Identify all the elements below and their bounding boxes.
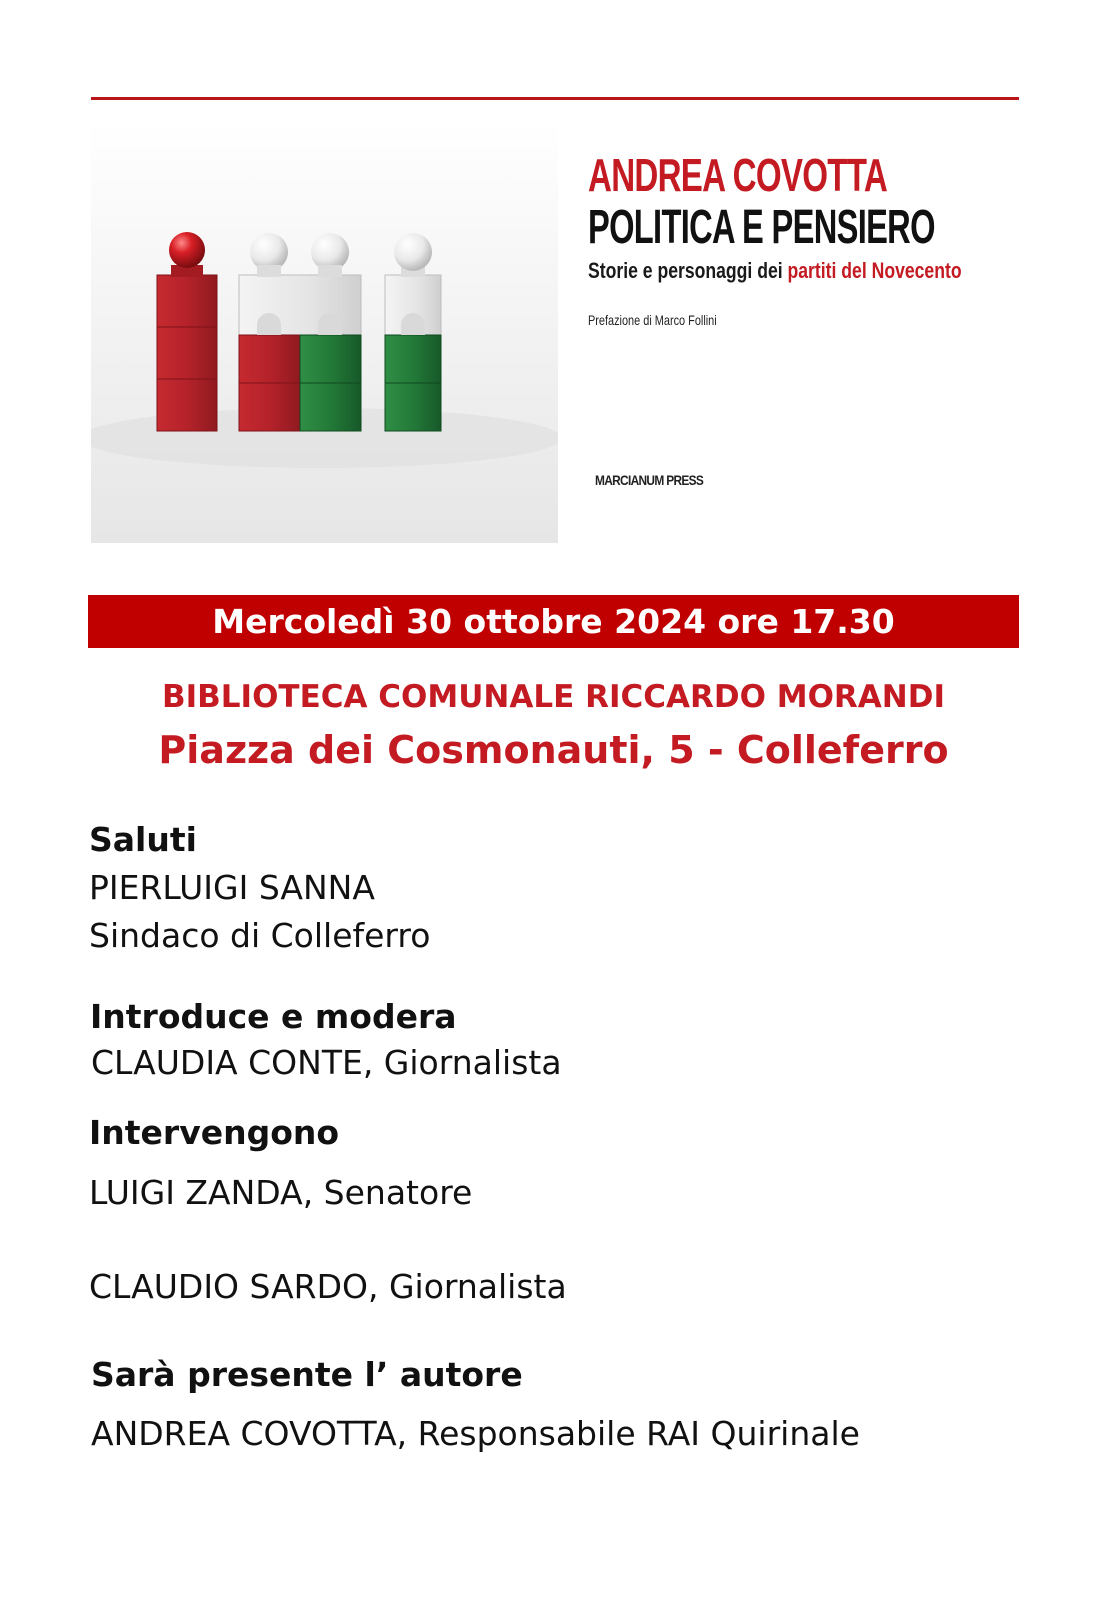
book-subtitle-highlight: partiti del Novecento xyxy=(787,258,962,283)
greetings-name: PIERLUIGI SANNA xyxy=(89,868,375,907)
speakers-heading: Intervengono xyxy=(89,1113,340,1152)
event-date: Mercoledì 30 ottobre 2024 ore 17.30 xyxy=(212,602,895,641)
top-divider-rule xyxy=(91,97,1019,100)
author-heading: Sarà presente l’ autore xyxy=(91,1355,523,1394)
moderator-line: CLAUDIA CONTE, Giornalista xyxy=(91,1043,562,1082)
author-line: ANDREA COVOTTA, Responsabile RAI Quirinale xyxy=(91,1414,860,1453)
speaker-line: CLAUDIO SARDO, Giornalista xyxy=(89,1267,567,1306)
book-author: ANDREA COVOTTA xyxy=(588,149,888,201)
book-title: POLITICA E PENSIERO xyxy=(588,201,935,254)
cover-illustration xyxy=(91,120,558,543)
venue-address: Piazza dei Cosmonauti, 5 - Colleferro xyxy=(158,728,949,772)
publisher-logo-text: MARCIANUM PRESS xyxy=(595,472,704,488)
greetings-heading: Saluti xyxy=(89,820,197,859)
event-date-banner xyxy=(88,595,1019,648)
speaker-line: LUIGI ZANDA, Senatore xyxy=(89,1173,473,1212)
tricolor-blocks-image xyxy=(91,120,558,543)
greetings-role: Sindaco di Colleferro xyxy=(89,916,431,955)
moderator-heading: Introduce e modera xyxy=(90,997,457,1036)
book-preface-credit: Prefazione di Marco Follini xyxy=(588,312,717,328)
venue-name: BIBLIOTECA COMUNALE RICCARDO MORANDI xyxy=(162,679,945,715)
book-subtitle-part: Storie e personaggi dei xyxy=(588,258,788,283)
book-subtitle xyxy=(588,258,962,284)
